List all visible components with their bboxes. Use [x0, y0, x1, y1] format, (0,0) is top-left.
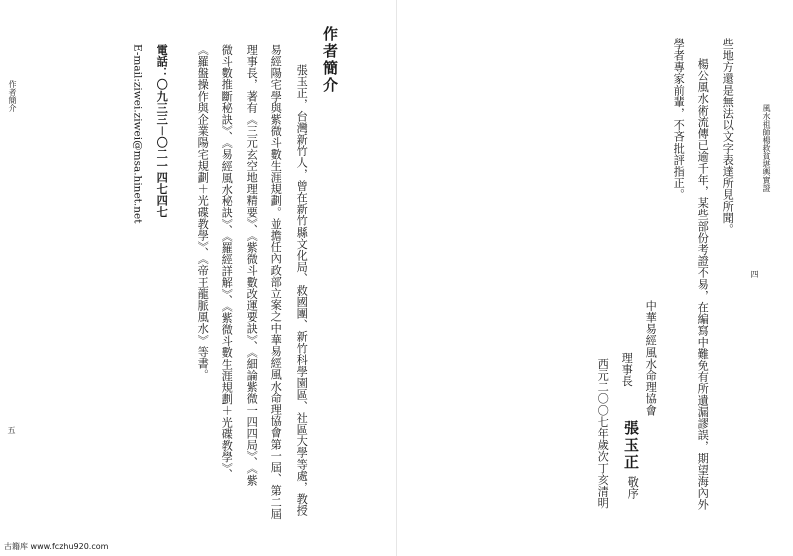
preface-line-2: 楊公風水術流傳已逾千年，某些部份考證不易，在編寫中難免有所遺漏謬誤，期望海內外	[696, 58, 710, 511]
author-name: 張玉正	[622, 420, 640, 471]
bio-line-2: 易經陽宅學與紫微斗數生涯規劃。並擔任內政部立案之中華易經風水命理協會第一屆、第二屆	[269, 44, 283, 520]
section-title: 作者簡介	[321, 26, 339, 94]
association-name: 中華易經風水命理協會	[644, 300, 658, 416]
bio-line-1: 張玉正，台灣新竹人，曾在新竹縣文化局、救國團、新竹科學園區、社區大學等處，教授	[295, 64, 309, 517]
bio-line-5: 《羅盤操作與企業陽宅規劃＋光碟教學》、《帝王龍脈風水》等書。	[196, 44, 210, 381]
page-number: 五	[7, 426, 16, 434]
position-title: 理事長	[620, 352, 634, 387]
bio-line-3: 理事長，著有《三元玄空地理精要》、《紫微斗數改運要訣》、《細論紫微一四四局》、《紫	[245, 44, 259, 486]
email-address: E-mail:ziwei.ziwei@msa.hinet.net	[131, 44, 144, 224]
bio-line-4: 微斗數推斷秘訣》、《易經風水秘訣》、《羅經詳解》、《紫微斗數生涯規劃＋光碟教學》、	[220, 44, 234, 481]
preface-line-3: 學者專家前輩，不吝批評指正。	[672, 38, 686, 201]
site-watermark: 古籍库 www.fczhu920.com	[4, 542, 109, 551]
preface-date: 西元二〇〇七年歲次丁亥清明	[596, 358, 610, 509]
preface-line-1: 些地方還是無法以文字表達所見所聞。	[721, 38, 735, 236]
running-header: 風水祖師楊救貧堪輿實證	[762, 104, 771, 192]
phone-number: 電話：〇九三三－〇二一四七四七	[155, 44, 170, 218]
left-page	[0, 0, 396, 556]
closing-text: 敬序	[626, 476, 640, 500]
right-page	[397, 0, 793, 556]
running-header: 作者簡介	[8, 80, 17, 112]
page-number: 四	[750, 270, 759, 278]
